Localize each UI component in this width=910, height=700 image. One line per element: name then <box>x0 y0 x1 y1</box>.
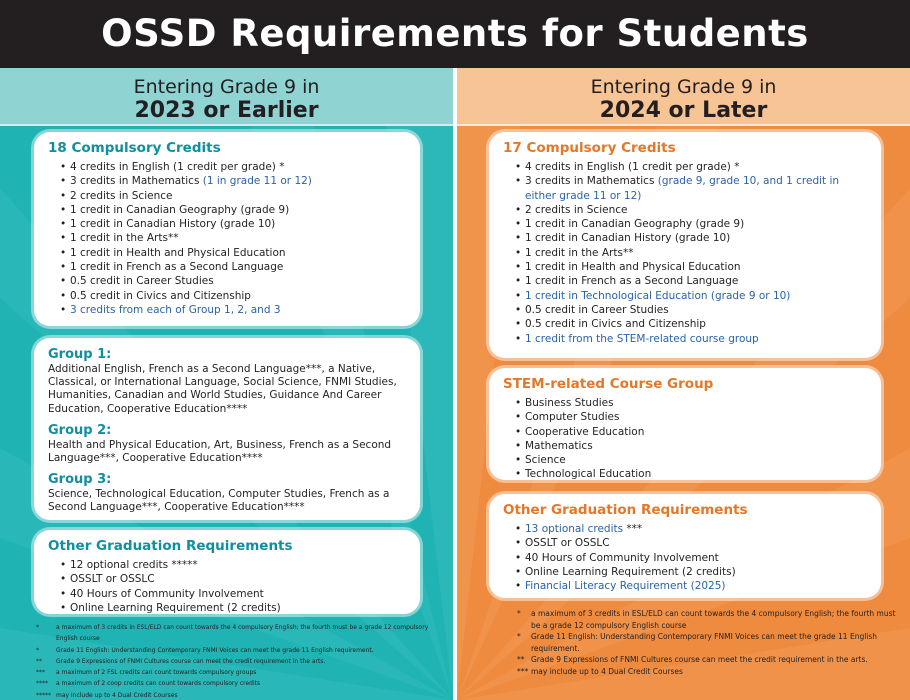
list-item: • 1 credit in Canadian Geography (grade 9) <box>60 203 406 217</box>
list-item: • Science <box>515 453 867 467</box>
footnote: * a maximum of 3 credits in ESL/ELD can count towards the 4 compulsory English; the fourth must be a grade 12 compulsory English course <box>36 624 429 643</box>
list-item: • 4 credits in English (1 credit per grade) * <box>515 160 867 174</box>
list-item: • 12 optional credits ***** <box>60 558 406 572</box>
footnote: * Grade 11 English: Understanding Contemporary FNMI Voices can meet the grade 11 English requirement. <box>36 646 374 654</box>
stem-list <box>503 396 867 482</box>
list-item: • 1 credit from the STEM-related course group <box>515 332 867 346</box>
list-item: • 1 credit in Technological Education (grade 9 or 10) <box>515 289 867 303</box>
footnote: **** a maximum of 2 coop credits can count towards compulsory credits <box>36 680 261 688</box>
list-item: • 1 credit in Canadian Geography (grade 9) <box>515 217 867 231</box>
list-item: • Technological Education <box>515 467 867 481</box>
header-line2: 2024 or Later <box>599 98 768 123</box>
footnote: * Grade 11 English: Understanding Contemporary FNMI Voices can meet the grade 11 English requirement. <box>517 632 878 653</box>
footnote: ** Grade 9 Expressions of FNMI Cultures course can meet the credit requirement in the arts. <box>36 657 326 665</box>
page-title: OSSD Requirements for Students <box>0 0 910 68</box>
group-body: Additional English, French as a Second Language***, a Native, Classical, or International Language, Social Science, FNMI Studies, Humanities, Canadian and World Studies, Guidance And Career Education, Cooperative Education**** <box>48 363 397 415</box>
groups-card <box>34 338 420 520</box>
list-item: • Financial Literacy Requirement (2025) <box>515 579 867 593</box>
compulsory-credits-card <box>34 132 420 326</box>
list-item: • Computer Studies <box>515 410 867 424</box>
footnotes-left <box>36 622 446 700</box>
list-item: • 0.5 credit in Civics and Citizenship <box>60 289 406 303</box>
list-item: • 3 credits from each of Group 1, 2, and 3 <box>60 303 406 317</box>
list-item: • 40 Hours of Community Involvement <box>60 587 406 601</box>
header-line1: Entering Grade 9 in <box>590 76 777 98</box>
header-line1: Entering Grade 9 in <box>133 76 320 98</box>
list-item: • 0.5 credit in Career Studies <box>60 274 406 288</box>
footnotes-right <box>517 608 902 677</box>
list-item: • 3 credits in Mathematics (1 in grade 11 or 12) <box>60 174 406 188</box>
list-item: • 2 credits in Science <box>515 203 867 217</box>
footnote: *** a maximum of 2 FSL credits can count towards compulsory groups <box>36 669 257 677</box>
list-item: • 4 credits in English (1 credit per grade) * <box>60 160 406 174</box>
list-item: • Cooperative Education <box>515 425 867 439</box>
footnote: ** Grade 9 Expressions of FNMI Cultures course can meet the credit requirement in the arts. <box>517 655 868 664</box>
compulsory-credits-card <box>489 132 881 358</box>
list-item: • OSSLT or OSSLC <box>60 572 406 586</box>
list-item: • Mathematics <box>515 439 867 453</box>
column-header-right <box>457 68 910 126</box>
list-item: • 1 credit in Health and Physical Education <box>515 260 867 274</box>
card-title: 18 Compulsory Credits <box>48 140 221 156</box>
list-item: • Business Studies <box>515 396 867 410</box>
list-item: • 0.5 credit in Civics and Citizenship <box>515 317 867 331</box>
footnote: *** may include up to 4 Dual Credit Courses <box>517 666 683 676</box>
other-list <box>503 522 867 593</box>
column-2024-or-later <box>457 68 910 700</box>
card-title: Other Graduation Requirements <box>48 538 293 554</box>
list-item: • 1 credit in French as a Second Language <box>515 274 867 288</box>
footnote: ***** may include up to 4 Dual Credit Courses <box>36 691 178 699</box>
card-title: STEM-related Course Group <box>503 376 714 392</box>
list-item: • Online Learning Requirement (2 credits) <box>515 565 867 579</box>
other-list <box>48 558 406 615</box>
compulsory-list <box>48 160 406 317</box>
list-item: • 1 credit in the Arts** <box>515 246 867 260</box>
list-item: • 2 credits in Science <box>60 189 406 203</box>
list-item: • 3 credits in Mathematics (grade 9, grade 10, and 1 credit in either grade 11 or 12) <box>515 174 867 203</box>
other-requirements-card <box>489 494 881 598</box>
list-item: • 0.5 credit in Career Studies <box>515 303 867 317</box>
other-requirements-card <box>34 530 420 614</box>
footnote: * a maximum of 3 credits in ESL/ELD can count towards the 4 compulsory English; the fourth must be a grade 12 compulsory English course <box>517 609 896 630</box>
list-item: • 1 credit in Canadian History (grade 10) <box>515 231 867 245</box>
stem-group-card <box>489 368 881 480</box>
group-title: Group 2: <box>48 422 112 438</box>
column-header-left <box>0 68 453 126</box>
compulsory-list <box>503 160 867 346</box>
list-item: • 1 credit in the Arts** <box>60 231 406 245</box>
card-title: Other Graduation Requirements <box>503 502 748 518</box>
group-title: Group 1: <box>48 347 112 362</box>
column-2023-or-earlier <box>0 68 453 700</box>
header-line2: 2023 or Earlier <box>134 98 319 123</box>
list-item: • 40 Hours of Community Involvement <box>515 551 867 565</box>
list-item: • 1 credit in Canadian History (grade 10) <box>60 217 406 231</box>
group-title: Group 3: <box>48 472 112 488</box>
list-item: • 1 credit in Health and Physical Education <box>60 246 406 260</box>
list-item: • 13 optional credits *** <box>515 522 867 536</box>
card-title: 17 Compulsory Credits <box>503 140 676 156</box>
group-body: Science, Technological Education, Computer Studies, French as a Second Language***, Cooperative Education**** <box>48 488 390 514</box>
list-item: • 1 credit in French as a Second Language <box>60 260 406 274</box>
group-body: Health and Physical Education, Art, Business, French as a Second Language***, Cooperative Education**** <box>48 438 392 465</box>
list-item: • Online Learning Requirement (2 credits) <box>60 601 406 615</box>
list-item: • OSSLT or OSSLC <box>515 536 867 550</box>
